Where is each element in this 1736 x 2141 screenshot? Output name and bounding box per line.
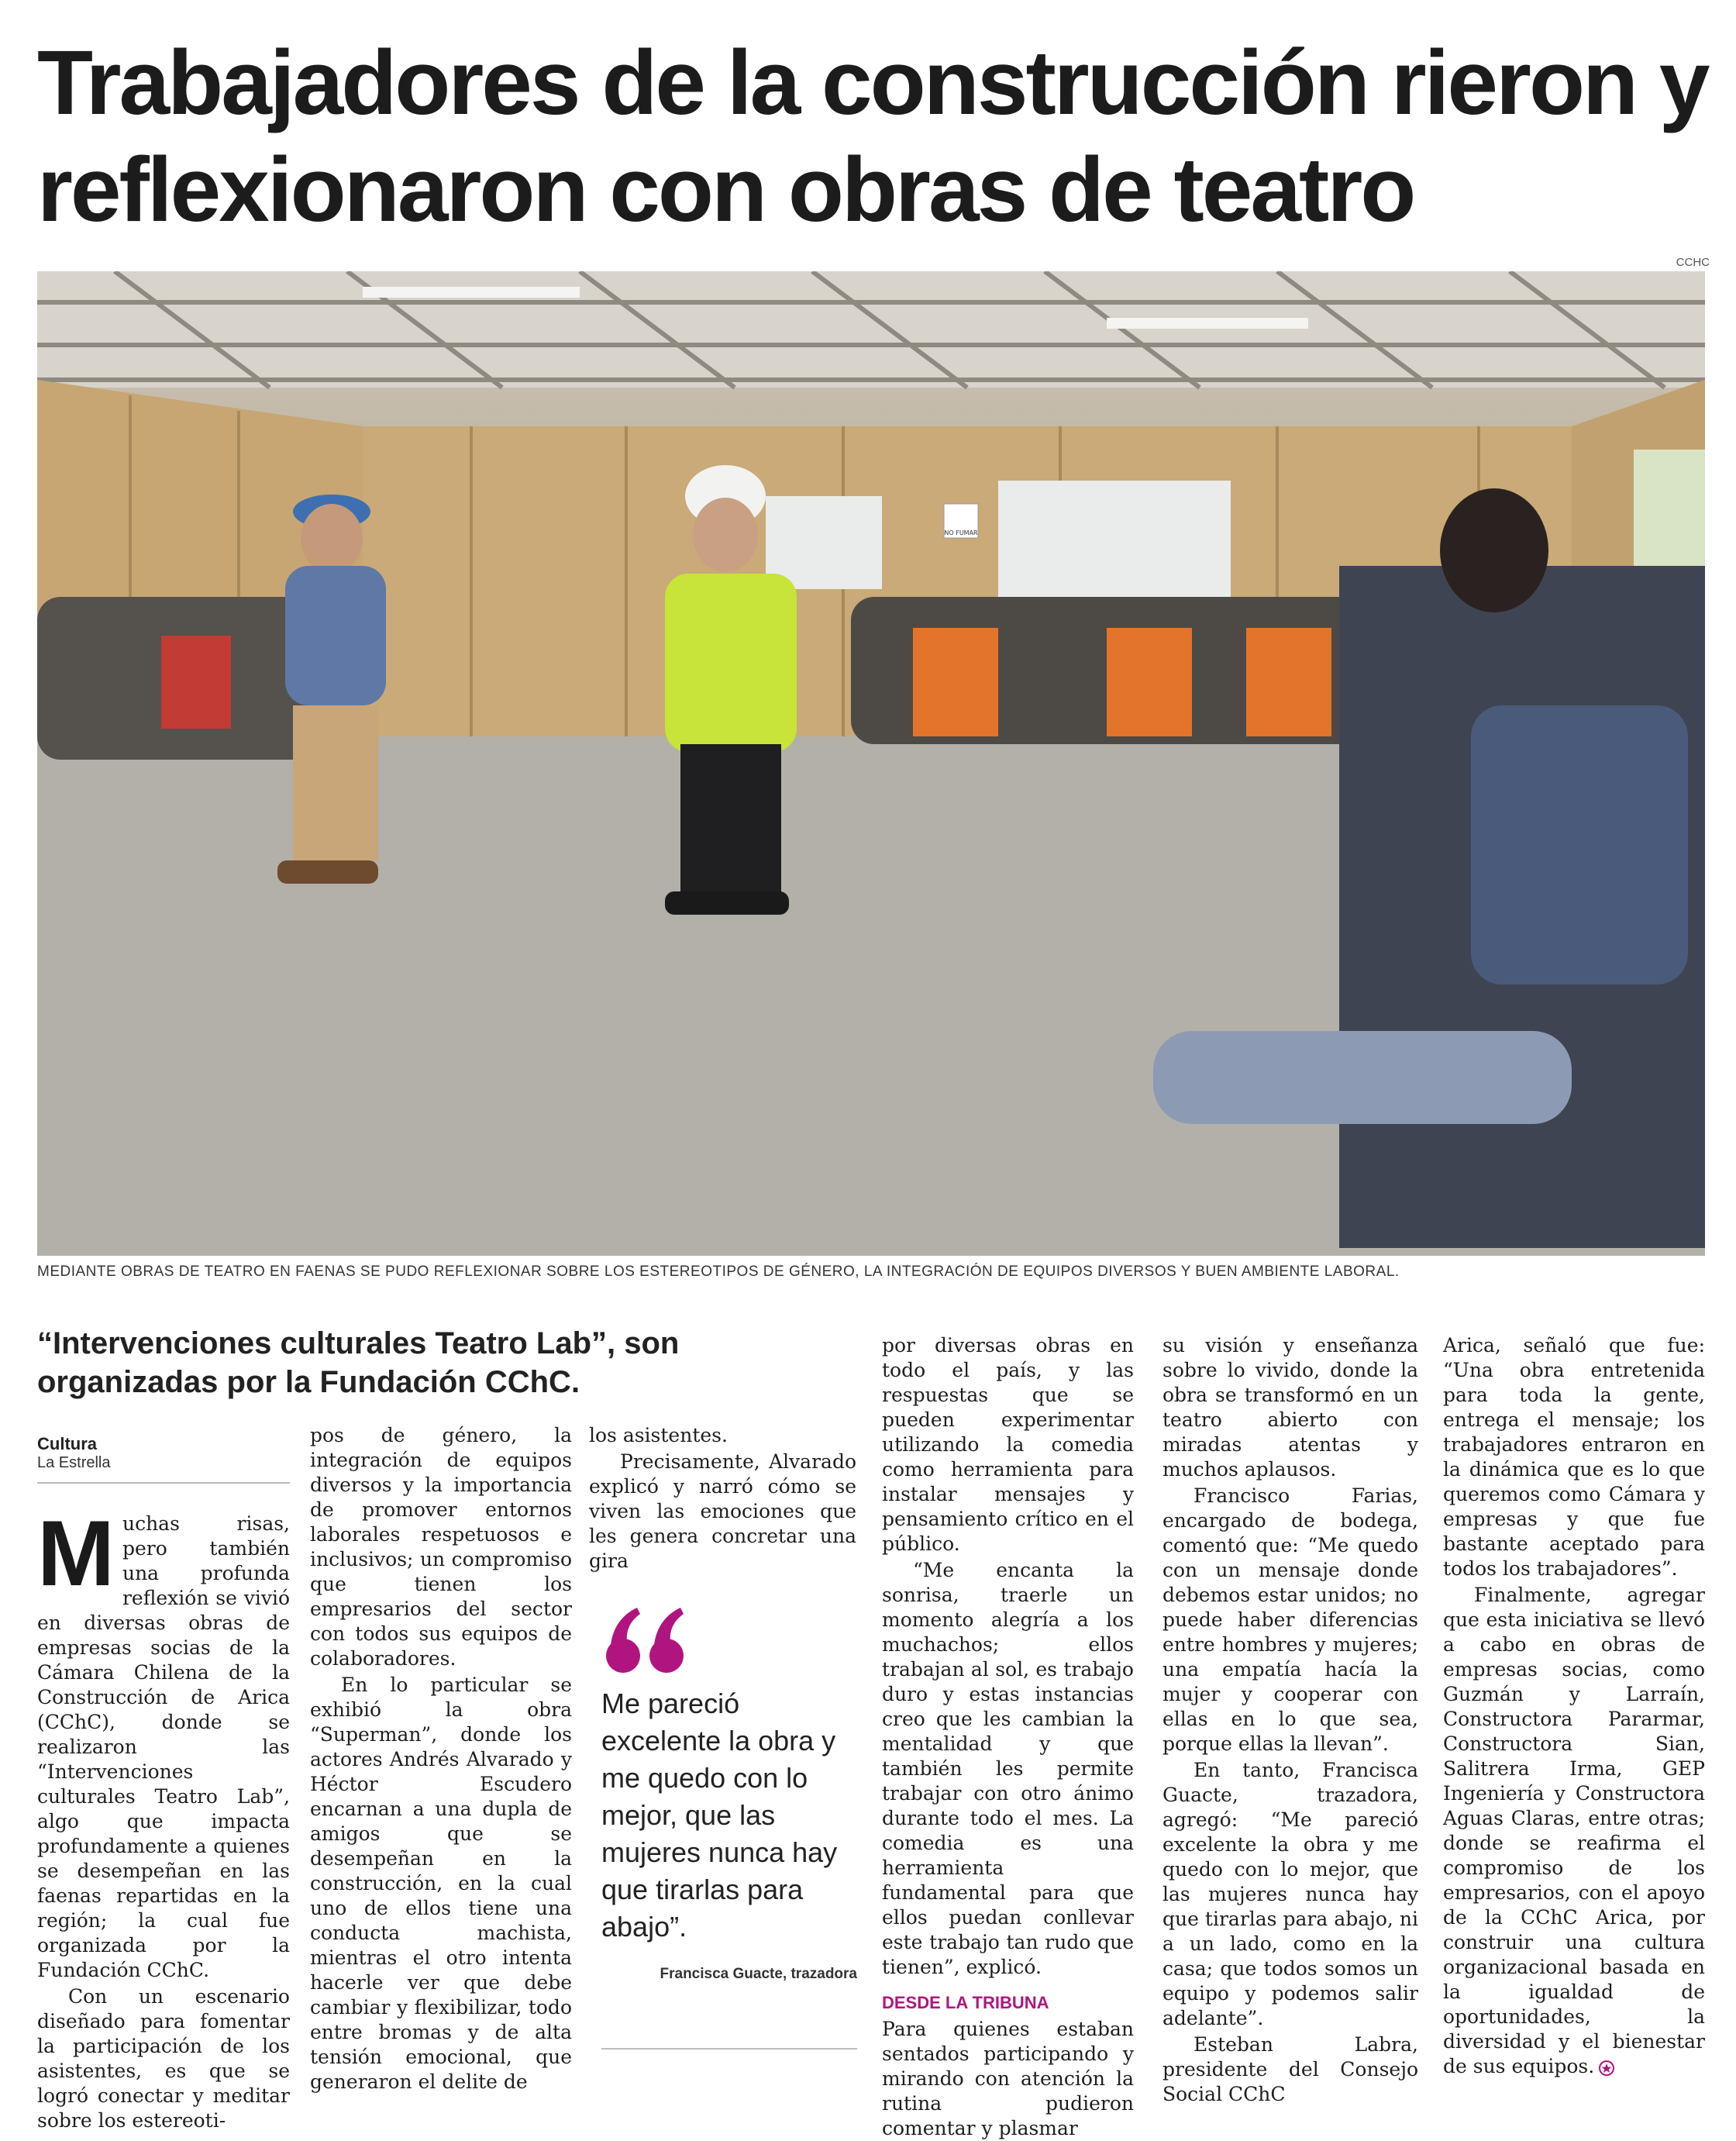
article-column-3 — [589, 1423, 856, 1574]
paragraph — [37, 1501, 290, 1983]
photo-illustration — [37, 271, 1705, 1256]
end-of-article-icon — [1599, 2060, 1614, 2076]
paragraph: los asistentes. — [589, 1424, 728, 1446]
paragraph: En lo particular se exhibió la obra “Superman”, donde los actores Andrés Alvarado y Héctor Escudero encarnan a una dupla de amigos que se desempeñan en la construcción, en la cual uno de ellos tiene una conducta machista, mientras el otro intenta hacerle ver que debe cambiar y flexibilizar, todo entre bromas y de alta tensión emocional, que generaron el delite de — [310, 1674, 572, 2093]
paragraph: Francisco Farias, encargado de bodega, comentó que: “Me quedo con un mensaje donde debemos estar unidos; no puede haber diferencias entre hombres y mujeres; una empatía hacía la mujer y cooperar con ellas en lo que sea, porque ellas la llevan”. — [1162, 1484, 1418, 1755]
paragraph: por diversas obras en todo el país, y las respuestas que se pueden experimentar utilizando la comedia como herramienta para instalar mensajes y pensamiento crítico en el público. — [882, 1334, 1134, 1555]
paragraph — [1443, 1583, 1705, 2079]
paragraph: Con un escenario diseñado para fomentar la participación de los asistentes, es que se logró conectar y meditar sobre los estereoti- — [37, 1985, 290, 2132]
article-column-4 — [882, 1333, 1134, 2141]
paragraph: Arica, señaló que fue: “Una obra entretenida para toda la gente, entrega el mensaje; los trabajadores entraron en la dinámica que es lo que queremos como Cámara y empresas y que fue bastante aceptado para todos los trabajadores”. — [1443, 1334, 1705, 1580]
ceiling-light — [363, 287, 580, 298]
ceiling-light — [1107, 318, 1308, 329]
headline: Trabajadores de la construcción rieron y reflexionaron con obras de teatro — [37, 32, 1708, 241]
paragraph: Esteban Labra, presidente del Consejo Social CChC — [1162, 2033, 1418, 2105]
paragraph: Precisamente, Alvarado explicó y narró cómo se viven las emociones que les genera concretar una gira — [589, 1450, 856, 1572]
article-column-1 — [37, 1501, 290, 2133]
paragraph-text: Finalmente, agregar que esta iniciativa se llevó a cabo en obras de empresas socias, como Guzmán y Larraín, Constructora Pararmar, Constructora Sian, Salitrera Irma, GEP Ingeniería y Constructora Aguas Claras, entre otras; donde se reafirma el compromiso de los empresarios, con el apoyo de la CChC Arica, por construir una cultura organizacional basada en la igualdad de oportunidades, la diversidad y el bienestar de sus equipos. — [1443, 1584, 1705, 2077]
byline-divider — [37, 1482, 290, 1484]
drop-cap: M — [37, 1501, 115, 1605]
paragraph: En tanto, Francisca Guacte, trazadora, agregó: “Me pareció excelente la obra y me quedo con lo mejor, que las mujeres nunca hay que tirarlas para abajo, ni a un lado, como en la casa; que todos somos un equipo y podemos salir adelante”. — [1162, 1759, 1418, 2029]
pull-quote-attribution: Francisca Guacte, trazadora — [660, 1966, 857, 1982]
paragraph-text: uchas risas, pero también una profunda reflexión se vivió en diversas obras de empresas socias de la Cámara Chilena de la Construcción de Arica (CChC), donde se realizaron las “Intervenciones culturales Teatro Lab”, algo que impacta profundamente a quienes se desempeñan en las faenas repartidas en la región; la cual fue organizada por la Fundación CChC. — [37, 1512, 290, 1981]
quote-mark-icon — [601, 1601, 694, 1679]
pull-quote — [601, 1601, 857, 1983]
paragraph: “Me encanta la sonrisa, traerle un momento alegría a los muchachos; ellos trabajan al sol, es trabajo duro y estas instancias creo que les cambian la mentalidad y que también les permite trabajar con otro ánimo durante todo el mes. La comedia es una herramienta fundamental para que ellos puedan conllevar este trabajo tan rudo que tienen”, explicó. — [882, 1559, 1134, 1978]
window — [766, 496, 882, 589]
paragraph: Para quienes estaban sentados participando y mirando con atención la rutina pudieron comentar y plasmar — [882, 2018, 1134, 2139]
paragraph: su visión y enseñanza sobre lo vivido, donde la obra se transformó en un teatro abierto con miradas atentas y muchos aplausos. — [1162, 1334, 1418, 1481]
photo-caption: MEDIANTE OBRAS DE TEATRO EN FAENAS SE PUDO REFLEXIONAR SOBRE LOS ESTEREOTIPOS DE GÉNERO, LA INTEGRACIÓN DE EQUIPOS DIVERSOS Y BUEN AMBIENTE LABORAL. — [37, 1264, 1400, 1280]
article-column-2 — [310, 1423, 572, 2094]
subsection-heading: DESDE LA TRIBUNA — [882, 1993, 1049, 2012]
pull-quote-divider — [601, 2048, 857, 2050]
subhead: “Intervenciones culturales Teatro Lab”, son organizadas por la Fundación CChC. — [37, 1326, 680, 1399]
article-photo — [37, 271, 1705, 1256]
pull-quote-text: Me pareció excelente la obra y me quedo con lo mejor, que las mujeres nunca hay que tirarlas para abajo”. — [601, 1688, 838, 1943]
paragraph: pos de género, la integración de equipos diversos y la importancia de promover entornos laborales respetuosos e inclusivos; un compromiso que tienen los empresarios del sector con todos sus equipos de colaboradores. — [310, 1424, 572, 1670]
section-label: Cultura — [37, 1434, 97, 1453]
article-column-6 — [1443, 1333, 1705, 2079]
article-column-5 — [1162, 1333, 1418, 2107]
source-label: La Estrella — [37, 1454, 111, 1471]
window — [998, 481, 1231, 597]
no-smoking-sign-text: NO FUMAR — [944, 529, 978, 536]
photo-credit: CCHC — [1676, 256, 1710, 269]
